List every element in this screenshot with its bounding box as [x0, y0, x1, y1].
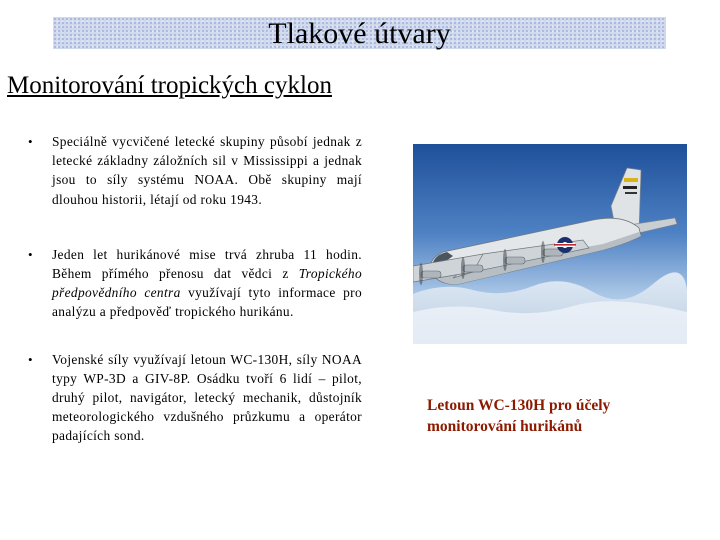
title-band: [53, 17, 666, 49]
bullet-marker: •: [28, 134, 33, 149]
figure-caption: Letoun WC-130H pro účely monitorování hurikánů: [427, 397, 611, 435]
bullet-marker: •: [28, 246, 33, 262]
bullet-list: [22, 132, 362, 446]
bullet-item: [22, 350, 362, 446]
bullet-text: Jeden let hurikánové mise trvá zhruba 11 hodin. Během přímého přenosu dat vědci z: [52, 246, 362, 282]
bullet-text: Speciálně vycvičené letecké skupiny působí jednak z letecké základny záložních sil v Mississippi a jednak jsou to síly systému NOAA. Obě skupiny mají dlouhou historii, létají od roku 1943.: [52, 134, 362, 207]
slide-title: Tlakové útvary: [268, 17, 451, 50]
bullet-text: Vojenské síly využívají letoun WC-130H, síly NOAA typy WP-3D a GIV-8P. Osádku tvoří 6 lidí – pilot, druhý pilot, navigátor, letecký mechanik, důstojník meteorologického vzdušného průzkumu a operátor padajících sond.: [52, 351, 362, 444]
aircraft-photo: [413, 144, 687, 344]
bullet-item: [22, 245, 362, 322]
bullet-item: [22, 132, 362, 209]
bullet-emphasis: Tropického předpovědního centra: [52, 266, 362, 301]
bullet-marker: •: [28, 351, 33, 367]
slide-subtitle: Monitorování tropických cyklon: [7, 72, 332, 99]
bullet-text-tail: využívají tyto informace pro analýzu a předpověď tropického hurikánu.: [52, 285, 362, 320]
